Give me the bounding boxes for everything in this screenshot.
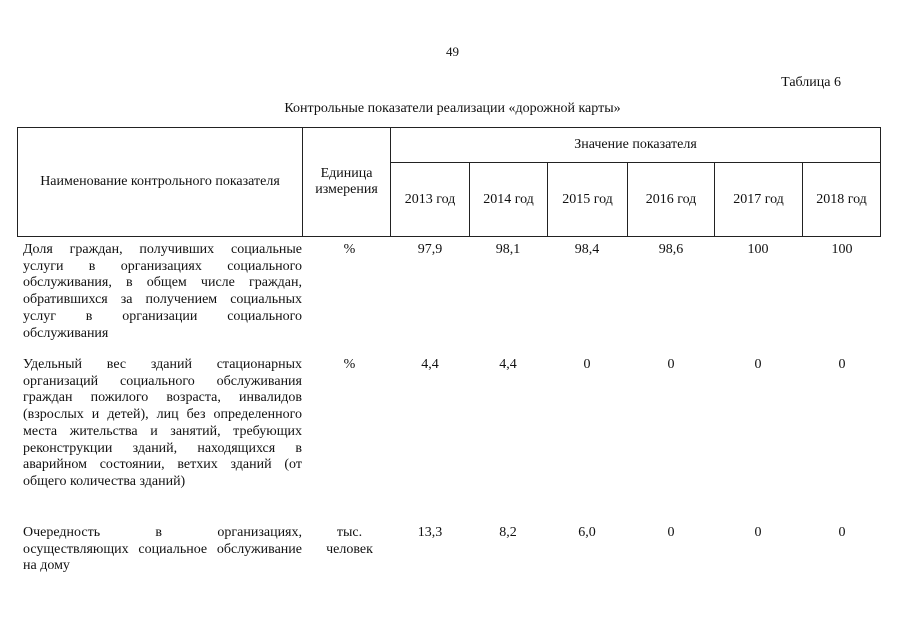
- indicator-value: 0: [667, 357, 675, 372]
- indicator-value: 4,4: [499, 357, 517, 372]
- indicator-unit: %: [343, 242, 356, 257]
- indicator-value: 98,6: [658, 242, 684, 257]
- document-title: Контрольные показатели реализации «дорожной карты»: [284, 101, 621, 116]
- indicator-unit: тыс. человек: [326, 525, 373, 557]
- indicator-value: 0: [838, 357, 846, 372]
- indicator-value: 100: [747, 242, 769, 257]
- table-header: [17, 127, 881, 237]
- header-year: 2018 год: [816, 191, 867, 207]
- indicator-value: 8,2: [499, 525, 517, 540]
- header-border-bottom: [17, 236, 881, 237]
- indicator-value: 98,1: [495, 242, 521, 257]
- indicator-value: 97,9: [417, 242, 443, 257]
- header-year: 2015 год: [562, 191, 613, 207]
- indicator-name: Доля граждан, получивших социальные услуги в организациях социального обслуживания, в общем числе граждан, обратившихся за получением социальных услуг в организации социального обслуживания: [23, 242, 302, 341]
- indicator-name: Удельный вес зданий стационарных организаций социального обслуживания граждан пожилого возраста, инвалидов (взрослых и детей), лиц без определенного места жительства и занятий, требующих реконструкции зданий, находящихся в аварийном состоянии, ветхих зданий (от общего количества зданий): [23, 357, 302, 489]
- indicator-value: 0: [754, 357, 762, 372]
- page-number: 49: [446, 44, 459, 59]
- header-year: 2013 год: [404, 191, 456, 207]
- header-year: 2016 год: [645, 191, 697, 207]
- table-caption: Таблица 6: [781, 75, 841, 90]
- indicator-value: 4,4: [421, 357, 439, 372]
- header-name-column: Наименование контрольного показателя: [40, 174, 280, 189]
- indicator-unit: %: [343, 357, 356, 372]
- header-border-right: [880, 127, 881, 237]
- indicator-value: 0: [583, 357, 591, 372]
- indicator-value: 0: [667, 525, 675, 540]
- header-values-group: Значение показателя: [574, 137, 697, 152]
- indicator-name: Очередность в организациях, осуществляющих социальное обслуживание на дому: [23, 525, 302, 574]
- header-unit-column: Единица измерения: [315, 166, 378, 197]
- header-year: 2014 год: [483, 191, 534, 207]
- indicator-value: 6,0: [578, 525, 596, 540]
- indicator-value: 0: [838, 525, 846, 540]
- header-year: 2017 год: [733, 191, 784, 207]
- indicator-value: 0: [754, 525, 762, 540]
- indicator-value: 98,4: [574, 242, 600, 257]
- indicator-value: 100: [831, 242, 853, 257]
- indicator-value: 13,3: [417, 525, 443, 540]
